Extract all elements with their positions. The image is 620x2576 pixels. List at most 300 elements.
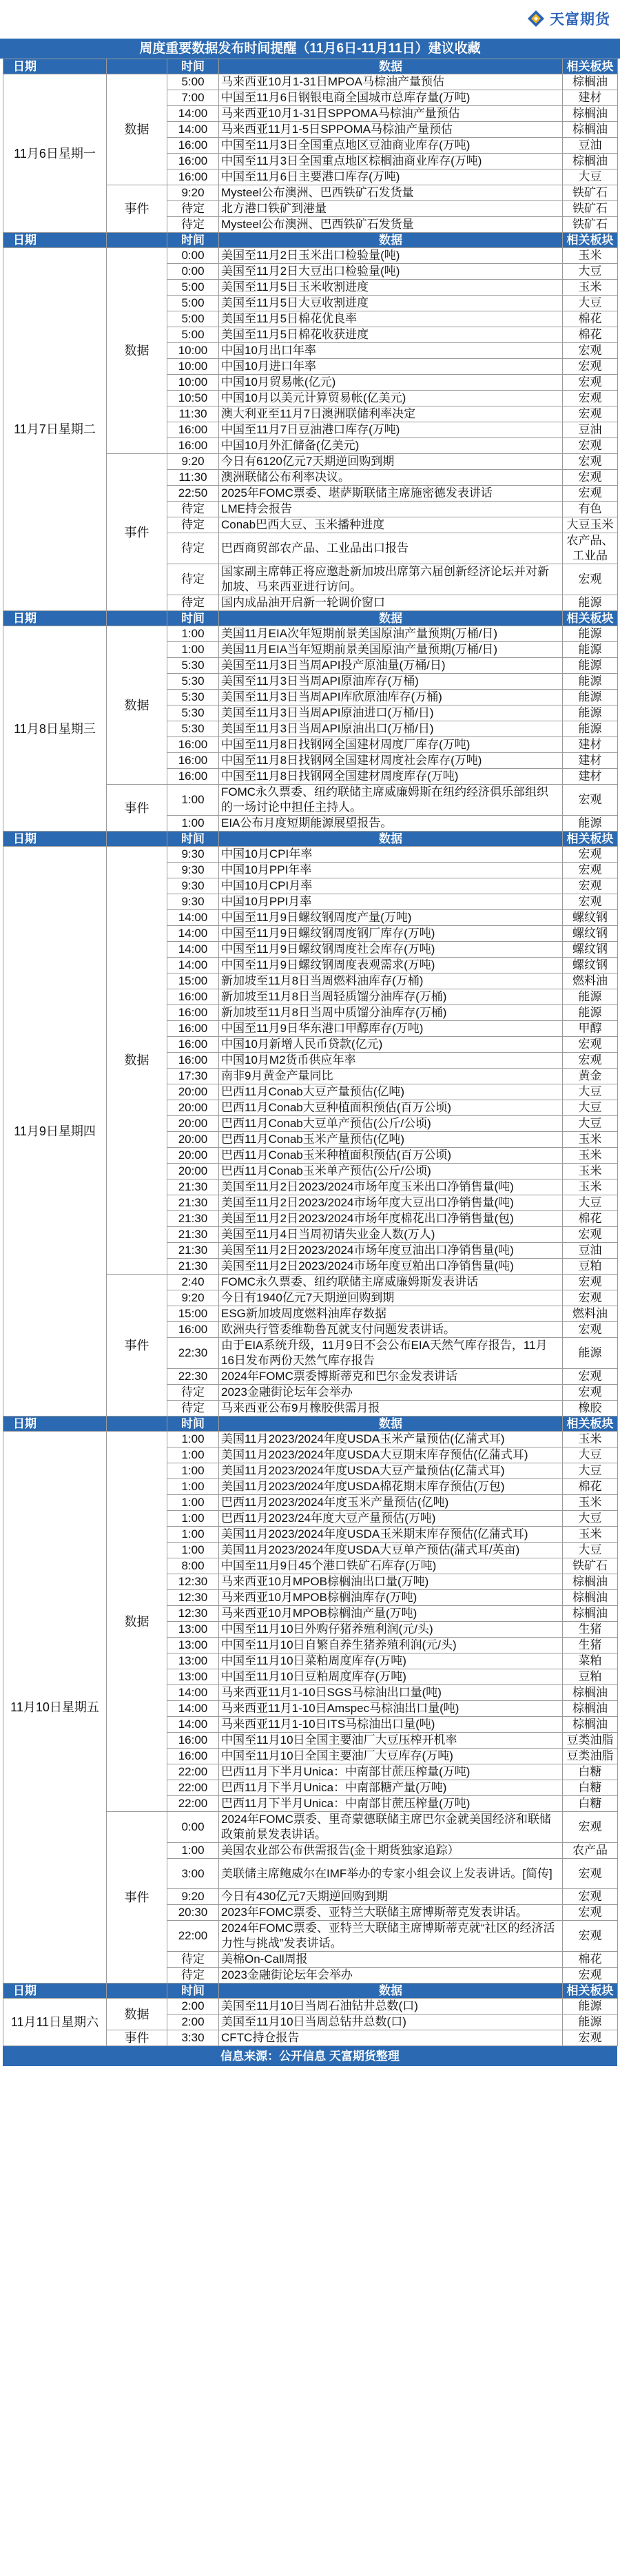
- table-row: [3, 626, 618, 642]
- time-cell: 待定: [167, 517, 219, 533]
- data-cell: 中国至11月3日全国重点地区豆油商业库存(万吨): [219, 138, 563, 154]
- sector-cell: 有色: [563, 502, 618, 517]
- time-cell: 11:30: [167, 470, 219, 486]
- data-cell: 美国至11月3日当周API原油出口(万桶/日): [219, 721, 563, 737]
- data-cell: 马来西亚10月1-31日MPOA马棕油产量预估: [219, 74, 563, 90]
- data-cell: 2024年FOMC票委、亚特兰大联储主席博斯蒂克就“社区的经济活力性与挑战”发表讲话。: [219, 1921, 563, 1952]
- sector-cell: 能源: [563, 690, 618, 705]
- header-row: [3, 832, 618, 847]
- sector-cell: 棉花: [563, 1211, 618, 1227]
- sector-cell: 宏观: [563, 1290, 618, 1306]
- header-sector: 相关板块: [563, 611, 618, 626]
- sector-cell: 大豆: [563, 1447, 618, 1463]
- sector-cell: 宏观: [563, 406, 618, 422]
- time-cell: 1:00: [167, 1511, 219, 1527]
- time-cell: 16:00: [167, 1322, 219, 1338]
- sector-cell: 宏观: [563, 894, 618, 910]
- time-cell: 1:00: [167, 1479, 219, 1495]
- time-cell: 5:30: [167, 690, 219, 705]
- time-cell: 5:30: [167, 674, 219, 690]
- header-data: 数据: [219, 611, 563, 626]
- time-cell: 16:00: [167, 169, 219, 185]
- data-cell: 今日有430亿元7天期逆回购到期: [219, 1889, 563, 1905]
- time-cell: 16:00: [167, 769, 219, 785]
- sector-cell: 黄金: [563, 1069, 618, 1084]
- group-label: 事件: [107, 1812, 167, 1983]
- data-cell: 中国至11月10日全国主要油厂大豆压榨开机率: [219, 1733, 563, 1749]
- time-cell: 3:00: [167, 1859, 219, 1889]
- group-label: 事件: [107, 185, 167, 233]
- data-cell: 北方港口铁矿到港量: [219, 201, 563, 217]
- sector-cell: 棕榈油: [563, 1685, 618, 1701]
- data-cell: 美国至11月2日2023/2024市场年度豆油出口净销售量(吨): [219, 1243, 563, 1259]
- data-cell: 中国10月外汇储备(亿美元): [219, 438, 563, 454]
- data-cell: 马来西亚10月MPOB棕榈油产量(万吨): [219, 1606, 563, 1622]
- header-blank: [107, 1416, 167, 1432]
- time-cell: 待定: [167, 564, 219, 595]
- sector-cell: 铁矿石: [563, 217, 618, 233]
- sector-cell: 玉米: [563, 1179, 618, 1195]
- time-cell: 待定: [167, 595, 219, 611]
- data-cell: Mysteel公布澳洲、巴西铁矿石发货量: [219, 217, 563, 233]
- sector-cell: 大豆: [563, 1511, 618, 1527]
- sector-cell: 玉米: [563, 1132, 618, 1148]
- time-cell: 1:00: [167, 1527, 219, 1543]
- time-cell: 16:00: [167, 1053, 219, 1069]
- time-cell: 1:00: [167, 1543, 219, 1558]
- sector-cell: 宏观: [563, 1889, 618, 1905]
- data-cell: 美国至11月5日大豆收割进度: [219, 296, 563, 311]
- data-cell: 美国至11月3日当周API原油进口(万桶/日): [219, 705, 563, 721]
- time-cell: 13:00: [167, 1653, 219, 1669]
- header-row: [3, 233, 618, 248]
- data-cell: 马来西亚10月MPOB棕榈油出口量(万吨): [219, 1574, 563, 1590]
- sector-cell: 豆粕: [563, 1259, 618, 1275]
- sector-cell: 豆油: [563, 138, 618, 154]
- sector-cell: 宏观: [563, 1227, 618, 1243]
- sector-cell: 宏观: [563, 1812, 618, 1843]
- data-cell: FOMC永久票委、纽约联储主席威廉姆斯发表讲话: [219, 1275, 563, 1290]
- data-cell: 中国至11月9日螺纹钢周度钢厂库存(万吨): [219, 926, 563, 942]
- sector-cell: 大豆: [563, 1084, 618, 1100]
- time-cell: 1:00: [167, 1432, 219, 1447]
- data-cell: 美国11月2023/2024年度USDA大豆单产预估(蒲式耳/英亩): [219, 1543, 563, 1558]
- time-cell: 9:30: [167, 894, 219, 910]
- sector-cell: 建材: [563, 737, 618, 753]
- time-cell: 20:00: [167, 1084, 219, 1100]
- sector-cell: 能源: [563, 595, 618, 611]
- table-row: [3, 1999, 618, 2015]
- data-cell: 美国至11月2日大豆出口检验量(吨): [219, 264, 563, 280]
- sector-cell: 大豆: [563, 1116, 618, 1132]
- data-cell: 巴西11月下半月Unica：中南部糖产量(万吨): [219, 1780, 563, 1796]
- time-cell: 12:30: [167, 1606, 219, 1622]
- sector-cell: 能源: [563, 658, 618, 674]
- time-cell: 10:00: [167, 343, 219, 359]
- sector-cell: 生猪: [563, 1638, 618, 1653]
- time-cell: 16:00: [167, 154, 219, 169]
- time-cell: 待定: [167, 217, 219, 233]
- time-cell: 10:00: [167, 375, 219, 391]
- time-cell: 5:00: [167, 74, 219, 90]
- time-cell: 16:00: [167, 989, 219, 1005]
- sector-cell: 建材: [563, 769, 618, 785]
- time-cell: 22:30: [167, 1369, 219, 1385]
- time-cell: 待定: [167, 1952, 219, 1968]
- data-cell: 马来西亚11月1-5日SPPOMA马棕油产量预估: [219, 122, 563, 138]
- data-cell: 中国至11月9日螺纹钢周度产量(万吨): [219, 910, 563, 926]
- sector-cell: 宏观: [563, 863, 618, 878]
- sector-cell: 大豆: [563, 1195, 618, 1211]
- sector-cell: 能源: [563, 2015, 618, 2030]
- data-cell: 美国至11月5日棉花收获进度: [219, 327, 563, 343]
- sector-cell: 能源: [563, 816, 618, 832]
- time-cell: 13:00: [167, 1622, 219, 1638]
- sector-cell: 螺纹钢: [563, 926, 618, 942]
- sector-cell: 宏观: [563, 438, 618, 454]
- sector-cell: 棕榈油: [563, 1606, 618, 1622]
- data-cell: 美国至11月2日2023/2024市场年度玉米出口净销售量(吨): [219, 1179, 563, 1195]
- time-cell: 14:00: [167, 1685, 219, 1701]
- data-cell: 中国至11月6日主要港口库存(万吨): [219, 169, 563, 185]
- table-row: [3, 1432, 618, 1447]
- data-cell: 美国至11月3日当周API原油库存(万桶): [219, 674, 563, 690]
- sector-cell: 能源: [563, 1005, 618, 1021]
- time-cell: 待定: [167, 502, 219, 517]
- header-blank: [107, 611, 167, 626]
- header-day: 日期: [3, 233, 107, 248]
- group-label: 数据: [107, 1999, 167, 2030]
- header-day: 日期: [3, 59, 107, 74]
- sector-cell: 甲醇: [563, 1021, 618, 1037]
- sector-cell: 能源: [563, 705, 618, 721]
- sector-cell: 棕榈油: [563, 106, 618, 122]
- time-cell: 9:20: [167, 185, 219, 201]
- sector-cell: 铁矿石: [563, 185, 618, 201]
- header-data: 数据: [219, 832, 563, 847]
- time-cell: 5:00: [167, 280, 219, 296]
- sector-cell: 宏观: [563, 486, 618, 502]
- schedule-table: [3, 59, 618, 2046]
- time-cell: 22:30: [167, 1338, 219, 1369]
- data-cell: 中国10月CPI年率: [219, 847, 563, 863]
- data-cell: 美国至11月5日棉花优良率: [219, 311, 563, 327]
- time-cell: 20:00: [167, 1100, 219, 1116]
- day-label: 11月9日星期四: [3, 847, 107, 1416]
- sector-cell: 宏观: [563, 785, 618, 816]
- data-cell: 中国10月M2货币供应年率: [219, 1053, 563, 1069]
- sector-cell: 大豆: [563, 296, 618, 311]
- data-cell: 巴西11月Conab大豆单产预估(公斤/公顷): [219, 1116, 563, 1132]
- header-time: 时间: [167, 832, 219, 847]
- sector-cell: 螺纹钢: [563, 958, 618, 973]
- data-cell: FOMC永久票委、纽约联储主席威廉姆斯在纽约经济俱乐部组织的一场讨论中担任主持人。: [219, 785, 563, 816]
- sector-cell: 玉米: [563, 1495, 618, 1511]
- sector-cell: 菜粕: [563, 1653, 618, 1669]
- sector-cell: 豆类油脂: [563, 1733, 618, 1749]
- time-cell: 21:30: [167, 1211, 219, 1227]
- data-cell: 马来西亚公布9月橡胶供需月报: [219, 1401, 563, 1416]
- header-day: 日期: [3, 611, 107, 626]
- header-data: 数据: [219, 1983, 563, 1999]
- data-cell: 美国11月2023/2024年度USDA玉米期末库存预估(亿蒲式耳): [219, 1527, 563, 1543]
- data-cell: 2023金融街论坛年会举办: [219, 1968, 563, 1983]
- sector-cell: 棕榈油: [563, 1701, 618, 1717]
- time-cell: 22:50: [167, 486, 219, 502]
- header-blank: [107, 59, 167, 74]
- data-cell: 国内成品油开启新一轮调价窗口: [219, 595, 563, 611]
- table-row: [3, 847, 618, 863]
- data-cell: 美国11月EIA次年短期前景美国原油产量预期(万桶/日): [219, 626, 563, 642]
- sector-cell: 铁矿石: [563, 201, 618, 217]
- data-cell: 南非9月黄金产量同比: [219, 1069, 563, 1084]
- table-row: [3, 74, 618, 90]
- header-time: 时间: [167, 233, 219, 248]
- sector-cell: 白糖: [563, 1764, 618, 1780]
- sector-cell: 宏观: [563, 878, 618, 894]
- sector-cell: 豆油: [563, 422, 618, 438]
- sector-cell: 豆粕: [563, 1669, 618, 1685]
- time-cell: 0:00: [167, 1812, 219, 1843]
- sector-cell: 能源: [563, 642, 618, 658]
- data-cell: 马来西亚11月1-10日SGS马棕油出口量(吨): [219, 1685, 563, 1701]
- header-sector: 相关板块: [563, 1983, 618, 1999]
- data-cell: 国家副主席韩正将应邀赴新加坡出席第六届创新经济论坛并对新加坡、马来西亚进行访问。: [219, 564, 563, 595]
- day-label: 11月7日星期二: [3, 248, 107, 611]
- sector-cell: 宏观: [563, 1968, 618, 1983]
- time-cell: 5:00: [167, 327, 219, 343]
- sector-cell: 大豆: [563, 169, 618, 185]
- data-cell: 美联储主席鲍威尔在IMF举办的专家小组会议上发表讲话。[简传]: [219, 1859, 563, 1889]
- data-cell: 巴西11月下半月Unica：中南部甘蔗压榨量(万吨): [219, 1764, 563, 1780]
- data-cell: 新加坡至11月8日当周中质馏分油库存(万桶): [219, 1005, 563, 1021]
- day-label: 11月6日星期一: [3, 74, 107, 233]
- data-cell: 美国农业部公布供需报告(金十期货独家追踪）: [219, 1843, 563, 1859]
- sector-cell: 玉米: [563, 1432, 618, 1447]
- header-sector: 相关板块: [563, 233, 618, 248]
- time-cell: 20:00: [167, 1148, 219, 1164]
- time-cell: 1:00: [167, 1447, 219, 1463]
- time-cell: 待定: [167, 1968, 219, 1983]
- group-label: 事件: [107, 454, 167, 611]
- data-cell: 中国10月CPI月率: [219, 878, 563, 894]
- time-cell: 16:00: [167, 1005, 219, 1021]
- time-cell: 0:00: [167, 248, 219, 264]
- data-cell: 中国至11月9日螺纹钢周度社会库存(万吨): [219, 942, 563, 958]
- sector-cell: 铁矿石: [563, 1558, 618, 1574]
- sector-cell: 宏观: [563, 1859, 618, 1889]
- header-row: [3, 59, 618, 74]
- group-label: 数据: [107, 248, 167, 454]
- time-cell: 5:30: [167, 658, 219, 674]
- data-cell: 美国至11月10日当周石油钻井总数(口): [219, 1999, 563, 2015]
- group-label: 事件: [107, 1275, 167, 1416]
- data-cell: 2024年FOMC票委、里奇蒙德联储主席巴尔金就美国经济和联储政策前景发表讲话。: [219, 1812, 563, 1843]
- sector-cell: 宏观: [563, 1921, 618, 1952]
- footer-source: 信息来源：公开信息 天富期货整理: [3, 2046, 617, 2066]
- sector-cell: 大豆: [563, 1100, 618, 1116]
- data-cell: 美国至11月2日2023/2024市场年度棉花出口净销售量(包): [219, 1211, 563, 1227]
- sector-cell: 宏观: [563, 359, 618, 375]
- sector-cell: 玉米: [563, 1148, 618, 1164]
- sector-cell: 宏观: [563, 1322, 618, 1338]
- page-title: 周度重要数据发布时间提醒（11月6日-11月11日）建议收藏: [0, 39, 620, 59]
- header-time: 时间: [167, 59, 219, 74]
- data-cell: 美国11月2023/2024年度USDA玉米产量预估(亿蒲式耳): [219, 1432, 563, 1447]
- data-cell: 美国至11月3日当周API投产原油量(万桶/日): [219, 658, 563, 674]
- header-data: 数据: [219, 233, 563, 248]
- time-cell: 14:00: [167, 910, 219, 926]
- data-cell: 中国至11月7日豆油港口库存(万吨): [219, 422, 563, 438]
- logo: [526, 8, 610, 29]
- data-cell: 马来西亚11月1-10日ITS马棕油出口量(吨): [219, 1717, 563, 1733]
- sector-cell: 宏观: [563, 470, 618, 486]
- sector-cell: 玉米: [563, 1164, 618, 1179]
- header-blank: [107, 233, 167, 248]
- time-cell: 1:00: [167, 626, 219, 642]
- data-cell: 中国10月进口年率: [219, 359, 563, 375]
- time-cell: 15:00: [167, 1306, 219, 1322]
- time-cell: 14:00: [167, 942, 219, 958]
- time-cell: 20:00: [167, 1116, 219, 1132]
- time-cell: 14:00: [167, 106, 219, 122]
- data-cell: 中国至11月10日全国主要油厂大豆库存(万吨): [219, 1749, 563, 1764]
- time-cell: 14:00: [167, 1701, 219, 1717]
- time-cell: 16:00: [167, 1037, 219, 1053]
- data-cell: 中国至11月8日找钢网全国建材周度社会库存(万吨): [219, 753, 563, 769]
- sector-cell: 宏观: [563, 847, 618, 863]
- time-cell: 2:40: [167, 1275, 219, 1290]
- time-cell: 12:30: [167, 1574, 219, 1590]
- sector-cell: 宏观: [563, 454, 618, 470]
- time-cell: 9:20: [167, 1889, 219, 1905]
- data-cell: 中国至11月6日钢银电商全国城市总库存量(万吨): [219, 90, 563, 106]
- sector-cell: 螺纹钢: [563, 910, 618, 926]
- sector-cell: 生猪: [563, 1622, 618, 1638]
- data-cell: 马来西亚11月1-10日Amspec马棕油出口量(吨): [219, 1701, 563, 1717]
- data-cell: 巴西11月Conab玉米种植面积预估(百万公顷): [219, 1148, 563, 1164]
- sector-cell: 宏观: [563, 391, 618, 406]
- sector-cell: 棕榈油: [563, 1574, 618, 1590]
- data-cell: EIA公布月度短期能源展望报告。: [219, 816, 563, 832]
- time-cell: 11:30: [167, 406, 219, 422]
- sector-cell: 建材: [563, 753, 618, 769]
- data-cell: 中国至11月10日菜粕周度库存(万吨): [219, 1653, 563, 1669]
- time-cell: 1:00: [167, 642, 219, 658]
- time-cell: 17:30: [167, 1069, 219, 1084]
- data-cell: 2025年FOMC票委、堪萨斯联储主席施密德发表讲话: [219, 486, 563, 502]
- time-cell: 待定: [167, 533, 219, 564]
- time-cell: 9:30: [167, 847, 219, 863]
- time-cell: 5:30: [167, 705, 219, 721]
- time-cell: 1:00: [167, 1495, 219, 1511]
- data-cell: 中国至11月10日自繁自养生猪养殖利润(元/头): [219, 1638, 563, 1653]
- data-cell: 中国10月以美元计算贸易帐(亿美元): [219, 391, 563, 406]
- sector-cell: 能源: [563, 674, 618, 690]
- time-cell: 13:00: [167, 1669, 219, 1685]
- group-label: 事件: [107, 785, 167, 832]
- data-cell: 澳大利亚至11月7日澳洲联储利率决定: [219, 406, 563, 422]
- sector-cell: 豆油: [563, 1243, 618, 1259]
- header-sector: 相关板块: [563, 1416, 618, 1432]
- sector-cell: 玉米: [563, 280, 618, 296]
- time-cell: 5:00: [167, 296, 219, 311]
- time-cell: 16:00: [167, 1749, 219, 1764]
- sector-cell: 燃料油: [563, 973, 618, 989]
- time-cell: 1:00: [167, 1843, 219, 1859]
- header-data: 数据: [219, 59, 563, 74]
- time-cell: 12:30: [167, 1590, 219, 1606]
- data-cell: 巴西11月下半月Unica：中南部甘蔗压榨量(万吨): [219, 1796, 563, 1812]
- group-label: 数据: [107, 847, 167, 1275]
- header-time: 时间: [167, 1416, 219, 1432]
- time-cell: 21:30: [167, 1195, 219, 1211]
- time-cell: 待定: [167, 1385, 219, 1401]
- data-cell: 美国至11月5日玉米收割进度: [219, 280, 563, 296]
- sector-cell: 玉米: [563, 1527, 618, 1543]
- data-cell: 中国10月新增人民币贷款(亿元): [219, 1037, 563, 1053]
- data-cell: Mysteel公布澳洲、巴西铁矿石发货量: [219, 185, 563, 201]
- data-cell: LME持会报告: [219, 502, 563, 517]
- data-cell: 今日有6120亿元7天期逆回购到期: [219, 454, 563, 470]
- sector-cell: 宏观: [563, 564, 618, 595]
- data-cell: ESG新加坡周度燃料油库存数据: [219, 1306, 563, 1322]
- sector-cell: 宏观: [563, 375, 618, 391]
- data-cell: 马来西亚10月1-31日SPPOMA马棕油产量预估: [219, 106, 563, 122]
- time-cell: 14:00: [167, 926, 219, 942]
- sector-cell: 宏观: [563, 2030, 618, 2046]
- sector-cell: 燃料油: [563, 1306, 618, 1322]
- data-cell: 由于EIA系统升级，11月9日不会公布EIA天然气库存报告，11月16日发布两份天然气库存报告: [219, 1338, 563, 1369]
- sector-cell: 农产品、工业品: [563, 533, 618, 564]
- sector-cell: 宏观: [563, 1369, 618, 1385]
- day-label: 11月11日星期六: [3, 1999, 107, 2046]
- time-cell: 14:00: [167, 958, 219, 973]
- time-cell: 待定: [167, 1401, 219, 1416]
- logo-text: 天富期货: [550, 11, 610, 28]
- sector-cell: 能源: [563, 721, 618, 737]
- time-cell: 13:00: [167, 1638, 219, 1653]
- time-cell: 16:00: [167, 753, 219, 769]
- time-cell: 21:30: [167, 1179, 219, 1195]
- time-cell: 16:00: [167, 1021, 219, 1037]
- group-label: 数据: [107, 626, 167, 785]
- data-cell: 美国11月EIA当年短期前景美国原油产量预期(万桶/日): [219, 642, 563, 658]
- time-cell: 1:00: [167, 1463, 219, 1479]
- sector-cell: 宏观: [563, 1053, 618, 1069]
- data-cell: 新加坡至11月8日当周燃料油库存(万桶): [219, 973, 563, 989]
- time-cell: 9:30: [167, 863, 219, 878]
- time-cell: 8:00: [167, 1558, 219, 1574]
- sector-cell: 玉米: [563, 248, 618, 264]
- data-cell: 澳洲联储公布利率决议。: [219, 470, 563, 486]
- data-cell: 中国10月PPI年率: [219, 863, 563, 878]
- time-cell: 16:00: [167, 138, 219, 154]
- data-cell: 美国至11月2日2023/2024市场年度大豆出口净销售量(吨): [219, 1195, 563, 1211]
- data-cell: 巴西11月Conab玉米单产预估(公斤/公顷): [219, 1164, 563, 1179]
- time-cell: 14:00: [167, 122, 219, 138]
- time-cell: 1:00: [167, 816, 219, 832]
- sector-cell: 建材: [563, 90, 618, 106]
- data-cell: 美国11月2023/2024年度USDA大豆期末库存预估(亿蒲式耳): [219, 1447, 563, 1463]
- sector-cell: 宏观: [563, 1275, 618, 1290]
- header-data: 数据: [219, 1416, 563, 1432]
- time-cell: 10:50: [167, 391, 219, 406]
- sector-cell: 大豆: [563, 264, 618, 280]
- sector-cell: 棕榈油: [563, 74, 618, 90]
- logo-bar: [0, 0, 620, 39]
- time-cell: 0:00: [167, 264, 219, 280]
